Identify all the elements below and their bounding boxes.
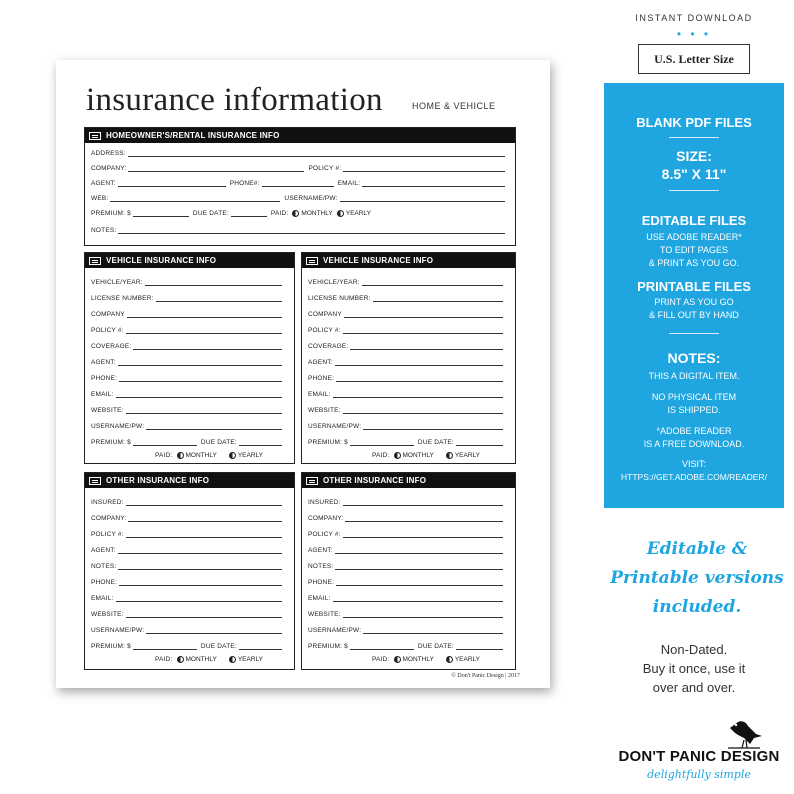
vehicle-panel-title: VEHICLE INSURANCE INFO bbox=[106, 256, 217, 265]
other-field-label: POLICY #: bbox=[308, 531, 341, 538]
homeowner-panel-header bbox=[85, 128, 515, 143]
vehicle-field-label: COMPANY bbox=[91, 311, 125, 318]
paid-label: PAID: bbox=[155, 656, 173, 663]
premium-field[interactable] bbox=[133, 439, 197, 446]
other-field-input[interactable] bbox=[128, 515, 282, 522]
vehicle-panel-title: VEHICLE INSURANCE INFO bbox=[323, 256, 434, 265]
nondated-line-2: Buy it once, use it bbox=[642, 661, 746, 676]
other-field-input[interactable] bbox=[119, 579, 282, 586]
vehicle-field-input[interactable] bbox=[119, 375, 282, 382]
other-field-input[interactable] bbox=[126, 611, 282, 618]
vehicle-field-input[interactable] bbox=[363, 423, 503, 430]
other-field-label: NOTES: bbox=[91, 563, 117, 570]
other-field-input[interactable] bbox=[343, 531, 503, 538]
other-panel-title: OTHER INSURANCE INFO bbox=[106, 476, 210, 485]
vehicle-field-row bbox=[308, 324, 507, 334]
address-field[interactable] bbox=[128, 150, 505, 157]
other-field-input[interactable] bbox=[333, 595, 503, 602]
document-title: insurance information bbox=[86, 82, 383, 118]
vehicle-field-input[interactable] bbox=[145, 279, 282, 286]
vehicle-field-input[interactable] bbox=[336, 375, 503, 382]
due-date-field[interactable] bbox=[239, 643, 282, 650]
vehicle-field-row bbox=[91, 340, 286, 350]
other-field-label: INSURED: bbox=[308, 499, 341, 506]
premium-field[interactable] bbox=[350, 439, 414, 446]
vehicle-field-row bbox=[91, 276, 286, 286]
vehicle-insurance-panel-1 bbox=[84, 252, 295, 464]
other-field-row bbox=[308, 560, 507, 570]
other-field-row bbox=[91, 528, 286, 538]
other-field-input[interactable] bbox=[343, 499, 503, 506]
vehicle-field-label: PHONE: bbox=[91, 375, 118, 382]
other-paid-row bbox=[372, 653, 507, 663]
other-field-row bbox=[91, 496, 286, 506]
size-value: 8.5" X 11" bbox=[661, 166, 727, 182]
yearly-radio[interactable] bbox=[337, 210, 344, 217]
other-field-row bbox=[91, 512, 286, 522]
document-icon bbox=[306, 257, 318, 265]
home-premium-row bbox=[91, 207, 509, 217]
vehicle-field-row bbox=[91, 404, 286, 414]
premium-field[interactable] bbox=[133, 643, 197, 650]
address-label: ADDRESS: bbox=[91, 150, 126, 157]
other-field-row bbox=[308, 592, 507, 602]
premium-field[interactable] bbox=[350, 643, 414, 650]
monthly-label: MONTHLY bbox=[185, 452, 217, 459]
vehicle-field-input[interactable] bbox=[156, 295, 282, 302]
vehicle-field-row bbox=[91, 372, 286, 382]
due-date-field[interactable] bbox=[456, 439, 503, 446]
monthly-label: MONTHLY bbox=[185, 656, 217, 663]
banner-divider bbox=[669, 333, 719, 334]
vehicle-field-row bbox=[308, 308, 507, 318]
homeowner-panel-title: HOMEOWNER'S/RENTAL INSURANCE INFO bbox=[106, 131, 280, 140]
monthly-radio[interactable] bbox=[394, 656, 401, 663]
other-paid-row bbox=[155, 653, 286, 663]
agent-label: AGENT: bbox=[91, 180, 116, 187]
vehicle-field-input[interactable] bbox=[146, 423, 282, 430]
vehicle-field-label: PHONE: bbox=[308, 375, 335, 382]
vehicle-field-label: USERNAME/PW: bbox=[91, 423, 145, 430]
brand-tagline: delightfully simple bbox=[647, 768, 751, 781]
due-date-field[interactable] bbox=[456, 643, 503, 650]
other-panel-title: OTHER INSURANCE INFO bbox=[323, 476, 427, 485]
editable-line-1: USE ADOBE READER* bbox=[646, 232, 742, 242]
yearly-radio[interactable] bbox=[229, 452, 236, 459]
other-field-label: PHONE: bbox=[91, 579, 118, 586]
due-date-label: DUE DATE: bbox=[192, 210, 229, 217]
bird-icon bbox=[724, 714, 764, 750]
phone-label: PHONE#: bbox=[229, 180, 260, 187]
vehicle-field-label: COMPANY bbox=[308, 311, 342, 318]
other-field-input[interactable] bbox=[363, 627, 503, 634]
vehicle-field-input[interactable] bbox=[343, 407, 503, 414]
vehicle-field-label: EMAIL: bbox=[91, 391, 114, 398]
monthly-radio[interactable] bbox=[177, 656, 184, 663]
notes-field[interactable] bbox=[118, 227, 505, 234]
promo-line-1: Editable & bbox=[646, 539, 748, 559]
monthly-label: MONTHLY bbox=[301, 210, 333, 217]
banner-divider bbox=[669, 190, 719, 191]
blank-pdf-label: BLANK PDF FILES bbox=[636, 115, 752, 130]
vehicle-premium-row bbox=[308, 436, 507, 446]
other-premium-row bbox=[308, 640, 507, 650]
home-notes-row bbox=[91, 224, 509, 234]
vehicle-field-input[interactable] bbox=[362, 279, 503, 286]
home-web-row bbox=[91, 192, 509, 202]
premium-label: PREMIUM: $ bbox=[308, 643, 348, 650]
policy-field[interactable] bbox=[343, 165, 505, 172]
brand-name: DON'T PANIC DESIGN bbox=[618, 748, 780, 765]
vehicle-field-label: LICENSE NUMBER: bbox=[91, 295, 154, 302]
nondated-line-1: Non-Dated. bbox=[660, 642, 728, 657]
phone-field[interactable] bbox=[262, 180, 334, 187]
other-field-row bbox=[308, 544, 507, 554]
vehicle-field-input[interactable] bbox=[373, 295, 503, 302]
vehicle-field-label: POLICY #: bbox=[91, 327, 124, 334]
other-field-row bbox=[308, 512, 507, 522]
vehicle-field-row bbox=[91, 324, 286, 334]
other-field-row bbox=[91, 608, 286, 618]
due-date-field[interactable] bbox=[239, 439, 282, 446]
promo-line-2: Printable versions bbox=[610, 568, 784, 588]
yearly-label: YEARLY bbox=[454, 656, 480, 663]
vehicle-field-row bbox=[91, 308, 286, 318]
vehicle-field-row bbox=[308, 340, 507, 350]
homeowner-insurance-panel bbox=[84, 127, 516, 246]
promo-line-3: included. bbox=[652, 597, 742, 617]
yearly-label: YEARLY bbox=[237, 656, 263, 663]
home-address-row bbox=[91, 147, 509, 157]
due-date-label: DUE DATE: bbox=[417, 439, 454, 446]
document-icon bbox=[89, 132, 101, 140]
other-field-input[interactable] bbox=[336, 579, 503, 586]
vehicle-field-input[interactable] bbox=[126, 407, 282, 414]
vehicle-field-input[interactable] bbox=[127, 311, 282, 318]
notes-line-2: NO PHYSICAL ITEM bbox=[651, 392, 737, 402]
other-field-row bbox=[91, 592, 286, 602]
notes-line-4: *ADOBE READER bbox=[656, 426, 732, 436]
insurance-form-page bbox=[56, 60, 550, 688]
monthly-label: MONTHLY bbox=[402, 656, 434, 663]
vehicle-field-label: VEHICLE/YEAR: bbox=[91, 279, 143, 286]
other-field-row bbox=[308, 608, 507, 618]
monthly-radio[interactable] bbox=[177, 452, 184, 459]
vehicle-field-row bbox=[91, 420, 286, 430]
vehicle-field-label: AGENT: bbox=[91, 359, 116, 366]
other-field-label: NOTES: bbox=[308, 563, 334, 570]
document-icon bbox=[306, 477, 318, 485]
vehicle-field-label: COVERAGE: bbox=[91, 343, 132, 350]
other-field-label: AGENT: bbox=[91, 547, 116, 554]
yearly-label: YEARLY bbox=[454, 452, 480, 459]
other-field-input[interactable] bbox=[146, 627, 282, 634]
vehicle-paid-row bbox=[372, 449, 507, 459]
vehicle-field-label: LICENSE NUMBER: bbox=[308, 295, 371, 302]
other-field-row bbox=[91, 544, 286, 554]
due-date-label: DUE DATE: bbox=[200, 439, 237, 446]
other-field-label: COMPANY: bbox=[308, 515, 344, 522]
due-date-field[interactable] bbox=[231, 210, 267, 217]
vehicle-field-input[interactable] bbox=[126, 327, 282, 334]
adobe-url[interactable]: HTTPS://GET.ADOBE.COM/READER/ bbox=[621, 472, 767, 482]
vehicle-field-input[interactable] bbox=[344, 311, 503, 318]
agent-field[interactable] bbox=[118, 180, 226, 187]
username-field[interactable] bbox=[340, 195, 505, 202]
paid-label: PAID: bbox=[372, 452, 390, 459]
other-field-input[interactable] bbox=[126, 499, 282, 506]
vehicle-field-input[interactable] bbox=[118, 359, 282, 366]
other-field-label: PHONE: bbox=[308, 579, 335, 586]
policy-label: POLICY #: bbox=[308, 165, 342, 172]
premium-label: PREMIUM: $ bbox=[91, 210, 131, 217]
editable-line-2: TO EDIT PAGES bbox=[659, 245, 729, 255]
printable-line-1: PRINT AS YOU GO bbox=[654, 297, 734, 307]
vehicle-field-row bbox=[308, 276, 507, 286]
premium-label: PREMIUM: $ bbox=[308, 439, 348, 446]
other-field-label: WEBSITE: bbox=[308, 611, 341, 618]
vehicle-insurance-panel-2 bbox=[301, 252, 516, 464]
paid-label: PAID: bbox=[270, 210, 289, 217]
home-company-row bbox=[91, 162, 509, 172]
other-field-label: USERNAME/PW: bbox=[308, 627, 362, 634]
visit-label: VISIT: bbox=[681, 459, 706, 469]
other-field-row bbox=[91, 624, 286, 634]
vehicle-field-input[interactable] bbox=[343, 327, 503, 334]
vehicle-field-label: AGENT: bbox=[308, 359, 333, 366]
vehicle-field-row bbox=[91, 356, 286, 366]
vehicle-field-row bbox=[91, 388, 286, 398]
other-field-row bbox=[91, 560, 286, 570]
other-field-label: EMAIL: bbox=[91, 595, 114, 602]
editable-line-3: & PRINT AS YOU GO. bbox=[648, 258, 740, 268]
vehicle-field-label: WEBSITE: bbox=[91, 407, 124, 414]
vehicle-field-label: COVERAGE: bbox=[308, 343, 349, 350]
email-field[interactable] bbox=[362, 180, 505, 187]
other-insurance-panel-1 bbox=[84, 472, 295, 670]
vehicle-field-input[interactable] bbox=[133, 343, 282, 350]
notes-title: NOTES: bbox=[667, 350, 721, 366]
other-field-label: POLICY #: bbox=[91, 531, 124, 538]
other-panel-header bbox=[85, 473, 294, 488]
vehicle-premium-row bbox=[91, 436, 286, 446]
vehicle-panel-header bbox=[85, 253, 294, 268]
yearly-label: YEARLY bbox=[345, 210, 371, 217]
printable-files-title: PRINTABLE FILES bbox=[637, 279, 751, 294]
home-agent-row bbox=[91, 177, 509, 187]
company-label: COMPANY: bbox=[91, 165, 127, 172]
username-label: USERNAME/PW: bbox=[284, 195, 338, 202]
vehicle-panel-header bbox=[302, 253, 515, 268]
other-field-label: AGENT: bbox=[308, 547, 333, 554]
other-field-input[interactable] bbox=[126, 531, 282, 538]
yearly-label: YEARLY bbox=[237, 452, 263, 459]
dots-divider: • • • bbox=[676, 27, 712, 41]
other-field-label: INSURED: bbox=[91, 499, 124, 506]
other-field-input[interactable] bbox=[118, 547, 282, 554]
document-icon bbox=[89, 477, 101, 485]
premium-label: PREMIUM: $ bbox=[91, 439, 131, 446]
copyright-text: © Don't Panic Design | 2017 bbox=[451, 673, 520, 679]
vehicle-field-row bbox=[308, 372, 507, 382]
document-icon bbox=[89, 257, 101, 265]
other-field-row bbox=[308, 528, 507, 538]
paid-label: PAID: bbox=[155, 452, 173, 459]
instant-download-label: INSTANT DOWNLOAD bbox=[635, 13, 753, 23]
web-label: WEB: bbox=[91, 195, 109, 202]
nondated-line-3: over and over. bbox=[652, 680, 736, 695]
vehicle-field-input[interactable] bbox=[335, 359, 503, 366]
paid-label: PAID: bbox=[372, 656, 390, 663]
vehicle-field-row bbox=[308, 420, 507, 430]
notes-line-3: IS SHIPPED. bbox=[667, 405, 721, 415]
size-label: SIZE: bbox=[676, 148, 712, 164]
other-field-row bbox=[308, 624, 507, 634]
other-field-label: EMAIL: bbox=[308, 595, 331, 602]
other-field-row bbox=[308, 496, 507, 506]
notes-label: NOTES: bbox=[91, 227, 117, 234]
product-info-banner bbox=[604, 0, 784, 508]
due-date-label: DUE DATE: bbox=[417, 643, 454, 650]
other-field-input[interactable] bbox=[116, 595, 282, 602]
vehicle-field-row bbox=[308, 404, 507, 414]
other-field-label: WEBSITE: bbox=[91, 611, 124, 618]
vehicle-field-label: USERNAME/PW: bbox=[308, 423, 362, 430]
due-date-label: DUE DATE: bbox=[200, 643, 237, 650]
letter-size-ribbon: U.S. Letter Size bbox=[638, 44, 750, 74]
email-label: EMAIL: bbox=[337, 180, 361, 187]
vehicle-field-label: POLICY #: bbox=[308, 327, 341, 334]
banner-divider bbox=[669, 137, 719, 138]
monthly-radio[interactable] bbox=[292, 210, 299, 217]
vehicle-field-label: VEHICLE/YEAR: bbox=[308, 279, 360, 286]
other-insurance-panel-2 bbox=[301, 472, 516, 670]
other-field-input[interactable] bbox=[345, 515, 503, 522]
other-panel-header bbox=[302, 473, 515, 488]
premium-field[interactable] bbox=[133, 210, 189, 217]
vehicle-field-label: WEBSITE: bbox=[308, 407, 341, 414]
document-subtitle: HOME & VEHICLE bbox=[412, 101, 496, 111]
other-field-row bbox=[308, 576, 507, 586]
yearly-radio[interactable] bbox=[446, 656, 453, 663]
editable-files-title: EDITABLE FILES bbox=[641, 213, 747, 228]
other-field-input[interactable] bbox=[335, 563, 503, 570]
other-field-row bbox=[91, 576, 286, 586]
vehicle-field-row bbox=[308, 356, 507, 366]
printable-line-2: & FILL OUT BY HAND bbox=[649, 310, 739, 320]
other-field-input[interactable] bbox=[335, 547, 503, 554]
vehicle-paid-row bbox=[155, 449, 286, 459]
other-field-label: USERNAME/PW: bbox=[91, 627, 145, 634]
vehicle-field-input[interactable] bbox=[116, 391, 282, 398]
vehicle-field-label: EMAIL: bbox=[308, 391, 331, 398]
vehicle-field-row bbox=[91, 292, 286, 302]
banner-top bbox=[604, 0, 784, 83]
monthly-label: MONTHLY bbox=[402, 452, 434, 459]
other-field-label: COMPANY: bbox=[91, 515, 127, 522]
yearly-radio[interactable] bbox=[446, 452, 453, 459]
notes-line-5: IS A FREE DOWNLOAD. bbox=[643, 439, 745, 449]
vehicle-field-row bbox=[308, 388, 507, 398]
vehicle-field-input[interactable] bbox=[333, 391, 503, 398]
vehicle-field-input[interactable] bbox=[350, 343, 503, 350]
yearly-radio[interactable] bbox=[229, 656, 236, 663]
company-field[interactable] bbox=[128, 165, 304, 172]
other-field-input[interactable] bbox=[343, 611, 503, 618]
other-premium-row bbox=[91, 640, 286, 650]
monthly-radio[interactable] bbox=[394, 452, 401, 459]
web-field[interactable] bbox=[110, 195, 280, 202]
other-field-input[interactable] bbox=[118, 563, 282, 570]
vehicle-field-row bbox=[308, 292, 507, 302]
notes-line-1: THIS A DIGITAL ITEM. bbox=[648, 371, 740, 381]
premium-label: PREMIUM: $ bbox=[91, 643, 131, 650]
